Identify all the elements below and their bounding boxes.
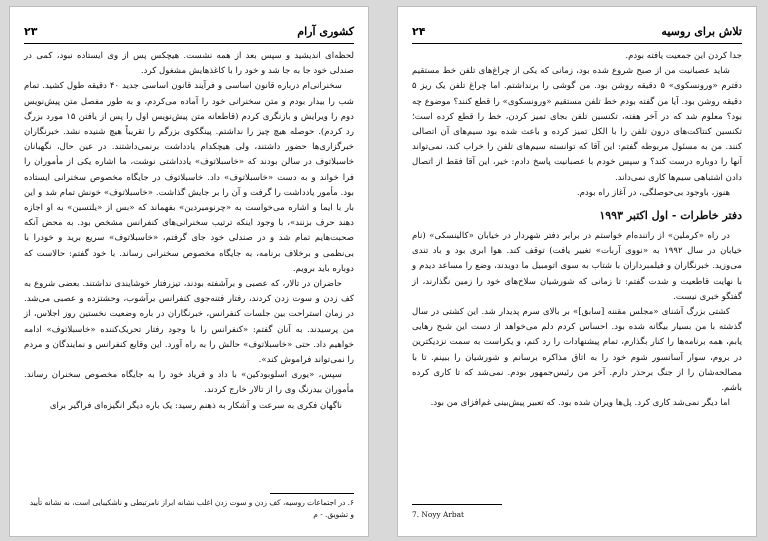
left-page-header [24,25,354,44]
paragraph: لحظه‌ای اندیشید و سپس بعد از همه نشست. هیچکس پس از وی ایستاده نبود، کمی در صندلی خود جا به جا شد و خود را با کاغذهایش مشغول کرد. [24,51,354,77]
footnote: 7. Noyy Arbat [412,510,464,519]
footnote: ۶. در اجتماعات روسیه، کف زدن و سوت زدن اغلب نشانه ابراز نامرتبطی و ناشکیبایی است، نه نشانه تأیید و تشویق. - م [29,498,354,519]
section-heading: دفتر خاطرات - اول اکتبر ۱۹۹۳ [599,209,742,223]
left-page [9,6,369,537]
paragraph: اما دیگر نمی‌شد کاری کرد. پل‌ها ویران شده بود. که تعبیر پیش‌بینی غم‌افزای من بود. [430,398,730,409]
footnote-rule [270,493,354,494]
page-number: ۲۳ [24,25,38,38]
right-page [397,6,757,537]
footnote-rule [412,504,502,505]
paragraph: کشتی بزرگ آشنای «مجلس مقننه [سابق]» بر بالای سرم پدیدار شد. این کشتی در سال گذشته با من بسیار بیگانه شده بود. احساس کردم دلم می‌خواهد از دست این شبح رهایی یابم، همه برنامه‌ها را کنار بگذارم، تمام پیشنهادات را رد کنم، و یکراست به سمت نزدیکترین در بروم، سوار آسانسور شوم خود را به اتاق مذاکره برسانم و شورشیان را ببینم. تا با مصالحه‌شان را از جنگ برحذر دارم. آخر من رئیس‌جمهور بودم. نمی‌شد که تا کاری کرده باشم. [412,307,742,394]
paragraph: سپس، «یوری اسلوبودکین» با داد و فریاد خود را به جایگاه مخصوص سخنران رساند. مأموران بیدرنگ وی را از تالار خارج کردند. [24,370,354,396]
paragraph: ناگهان فکری به سرعت و آشکار به ذهنم رسید: یک باره دیگر انگیزه‌ای فراگیر برای [49,400,342,411]
left-page-body [24,49,354,414]
paragraph: حاضران در تالار، که عصبی و برآشفته بودند، تیزرفتار خوشایندی نداشتند. بعضی شروع به کف زدن و سوت زدن کردند، رفتار فتنه‌جوی کنفرانس برآشوب، وحشتزده و عصبی می‌شد. در زمان استراحت بین جلسات کنفرانس، خبرنگاران در باره وضعیت نخستین روز اجلاس، از من پرسیدند. به آنان گفتم: «کنفرانس را با وجود رفتار تحریک‌کننده «خاسبلاتوف» ادامه خواهیم داد. حتی «خاسبلاتوف» حالش را به راه آورد. این وقایع کنفرانس و نمایندگان و مردم را نمی‌تواند فراموش کند». [24,279,354,366]
paragraph: در راه «کرملین» از راننده‌ام خواستم در برابر دفتر شهردار در خیابان «کالینسکی» (نام خیابان در سال ۱۹۹۲ به «نووی آربات» تغییر یافت) توقف کند. هوا ابری بود و باد تندی می‌وزید. خبرنگاران و فیلمبرداران با شتاب به سوی اتومبیل ما دویدند، وضع را مساعد دیدم و با نهایت قاطعیت و شدت گفتم: تا زمانی که شورشیان سلاح‌های خود را زمین نگذارند، از گفتگو خبری نیست. [412,231,742,302]
paragraph: شاید عصبانیت من از صبح شروع شده بود، زمانی که یکی از چراغ‌های تلفن خط مستقیم دفترم «ورونسکوی» ۵ دقیقه روشن بود. من گوشی را برنداشتم. اما چراغ تلفن یک ریز ۵ دقیقه روشن بود. آیا من گفته بودم خط تلفن مستقیم «ورونسکوی» را قطع کنند؟ موضوع چه بود؟ معلوم شد که در آخر هفته، تکنسین تلفن بجای تمیز کردن، خط را قطع کرده است؛ تکنسین کنتاکت‌های درون تلفن را با الکل تمیز کرده و باعث شده بود سیم‌های آن اتصالی کنند. من به مسئول مربوطه گفتم: این آقا که توانسته سیم‌های تلفن را خراب کند، نمی‌تواند آنها را دوباره درست کند؟ و سپس خودم با عصبانیت پاسخ دادم: خیر، این آقا فقط از اتصال دادن اشتباهی سیم‌ها کاری نمی‌داند. [412,66,742,183]
paragraph: سخنرانی‌ام درباره قانون اساسی و فرآیند قانون اساسی جدید ۴۰ دقیقه طول کشید. تمام شب را بیدار بودم و متن سخنرانی خود را آماده می‌کردم، و به طور مفصل متن پیش‌نویس دوم را ویرایش و بازنگری کردم (قاطعانه متن پیش‌نویس اول را پس از یافتن ۱۵ مورد بزرگ رد کردم). حوصله هیچ چیز را نداشتم. پینگکوی بزرگم را تقریباً هیچ شنیده نشد. خبرنگاران خبرگزاری‌ها حضور داشتند، ولی هیچکدام یادداشت برنمی‌داشتند. در عین حال، نگهبانان خاسبلاتوف در سالن بودند که «خاسبلاتوف» یادداشتی نوشت، ما اشاره یکی از مأموران را فرا خواند و به دست «خاسبلاتوف» داد. خاسبلاتوف در جایگاه مخصوص سخنرانی ایستاده بود. مأمور یادداشت را گرفت و آن را بر جایش گذاشت. «خاسبلاتوف» خونش تمام شد و این بار با ایما و اشاره می‌خواست به «چرنومیردین» بفهماند که «بس از «یلتسین» به او اجازه دهند حرف بزنند»، با وجود اینکه ترتیب سخنرانی‌های کنفرانس مشخص بود. به محض آنکه صحبت‌هایم تمام شد و در صندلی خود جای گرفتم، «خاسبلاتوف» سریع برید و خودرا با بی‌نظمی و برخلاف برنامه، به جایگاه مخصوص سخنرانی رساند. با خود گفتم: حالاست که دوباره باید برویم. [24,81,354,274]
running-title: تلاش برای روسیه [661,25,742,38]
page-number: ۲۴ [412,25,426,38]
right-page-header [412,25,742,44]
paragraph: هنوز، باوجود بی‌حوصلگی، در آغاز راه بودم. [576,187,730,198]
right-page-body [412,49,742,411]
paragraph: جدا کردن این جمعیت یافته بودم. [625,51,742,61]
running-title: کشوری آرام [297,25,354,38]
